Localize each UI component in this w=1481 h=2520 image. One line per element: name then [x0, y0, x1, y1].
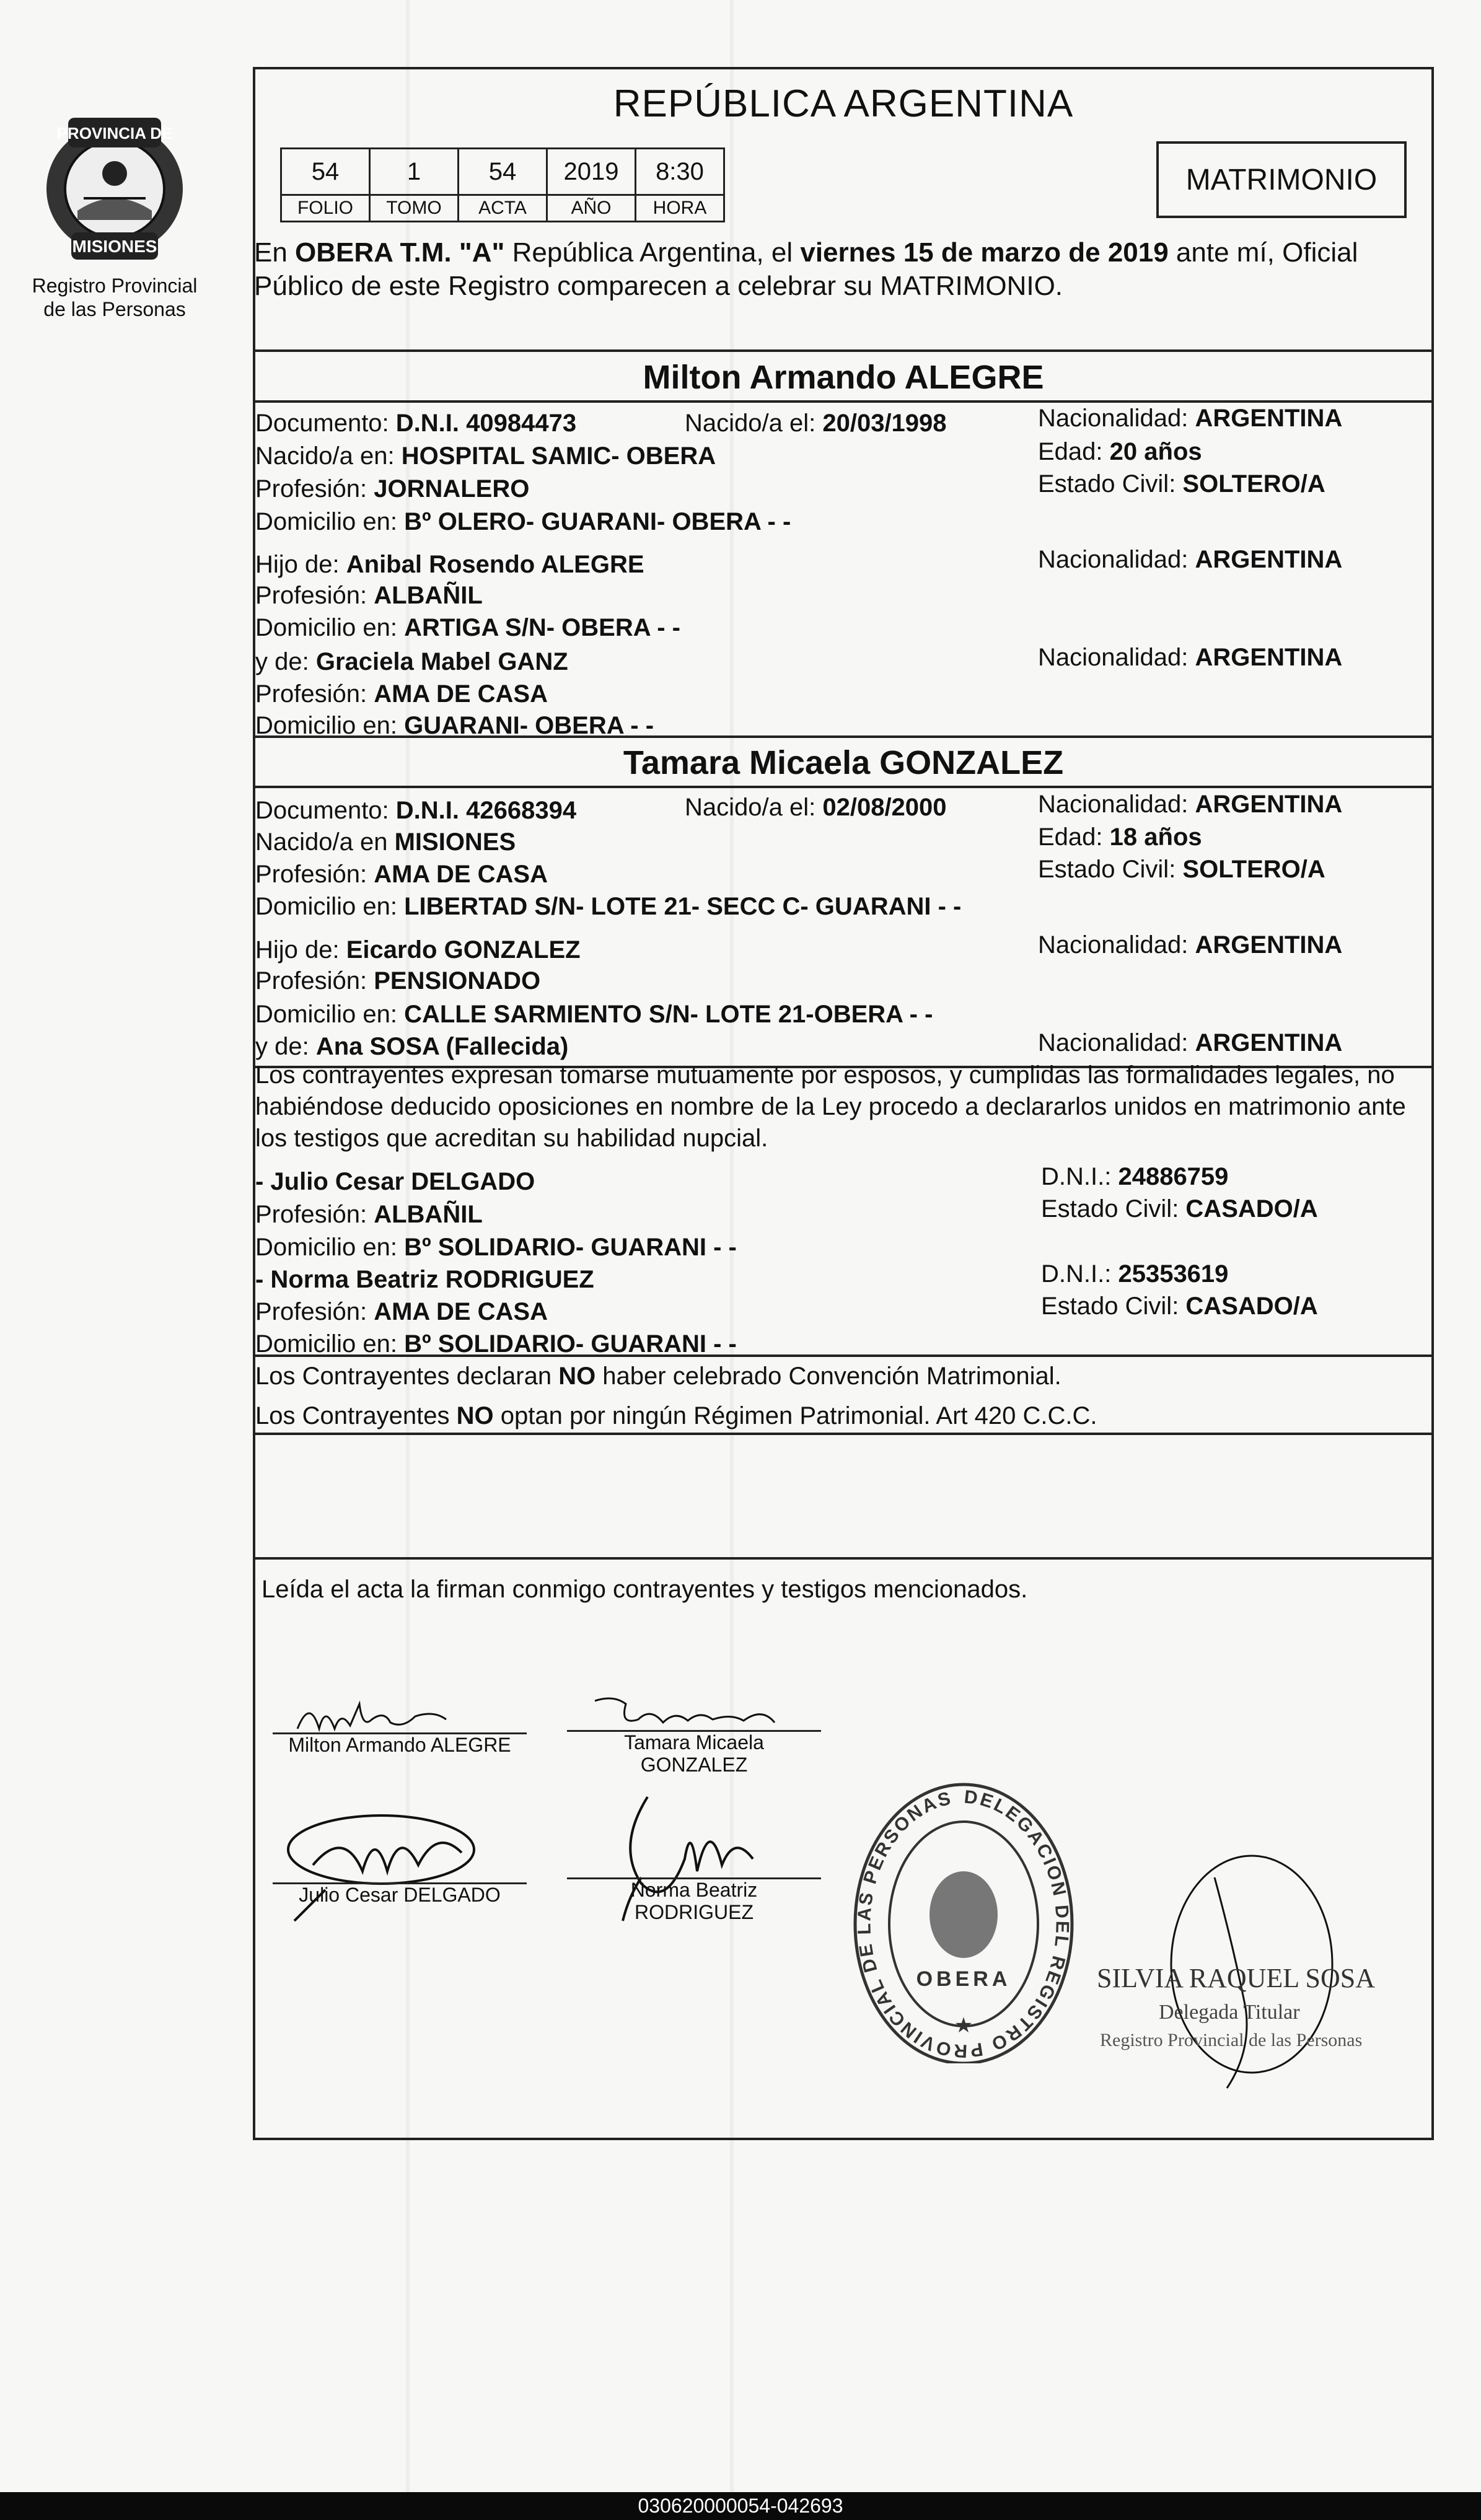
convention-line-2: Los Contrayentes NO optan por ningún Régimen Patrimonial. Art 420 C.C.C.: [255, 1402, 1097, 1429]
witness1-civil-status: Estado Civil: CASADO/A: [1041, 1195, 1318, 1223]
groom-mother-profession: Profesión: AMA DE CASA: [255, 680, 548, 708]
witness2-name: - Norma Beatriz RODRIGUEZ: [255, 1266, 594, 1293]
witness1-signature-caption: Julio Cesar DELGADO: [299, 1884, 501, 1906]
country-title: REPÚBLICA ARGENTINA: [613, 82, 1074, 125]
groom-name: Milton Armando ALEGRE: [643, 359, 1044, 396]
svg-text:PROVINCIA DE: PROVINCIA DE: [56, 124, 173, 143]
witness1-dni: D.N.I.: 24886759: [1041, 1163, 1229, 1190]
bride-document: Documento: D.N.I. 42668394: [255, 797, 577, 824]
declaration-line-1: Los contrayentes expresan tomarse mutuamente por esposos, y cumplidas las formalidades legales, no: [255, 1061, 1395, 1089]
tomo-value: 1: [370, 149, 459, 195]
groom-father-profession: Profesión: ALBAÑIL: [255, 582, 483, 609]
svg-text:DELEGACION DEL REGISTRO PROVIN: DELEGACION DEL REGISTRO PROVINCIAL DE LAS PERSONAS: [854, 1786, 1073, 2061]
bride-nationality: Nacionalidad: ARGENTINA: [1038, 791, 1343, 818]
bride-father-address: Domicilio en: CALLE SARMIENTO S/N- LOTE 21-OBERA - -: [255, 1001, 933, 1028]
official-role: Delegada Titular: [1159, 2001, 1300, 2024]
groom-mother-nationality: Nacionalidad: ARGENTINA: [1038, 644, 1343, 671]
divider: [253, 349, 1434, 352]
witness2-civil-status: Estado Civil: CASADO/A: [1041, 1293, 1318, 1320]
bride-father-profession: Profesión: PENSIONADO: [255, 967, 541, 994]
witness2-signature-caption: Norma Beatriz RODRIGUEZ: [630, 1879, 758, 1923]
acta-label: ACTA: [459, 195, 547, 222]
anio-label: AÑO: [547, 195, 636, 222]
witness1-signature-icon: [276, 1803, 499, 1927]
svg-text:MISIONES: MISIONES: [72, 237, 157, 256]
divider: [253, 400, 1434, 403]
divider: [253, 1433, 1434, 1435]
intro-line-1: En OBERA T.M. "A" República Argentina, el viernes 15 de marzo de 2019 ante mí, Oficial: [254, 237, 1358, 268]
provincia-de-misiones-seal-icon: [34, 105, 195, 266]
groom-civil-status: Estado Civil: SOLTERO/A: [1038, 470, 1325, 498]
registry-caption: Registro Provincial de las Personas: [32, 274, 198, 320]
groom-age: Edad: 20 años: [1038, 438, 1202, 465]
bride-civil-status: Estado Civil: SOLTERO/A: [1038, 856, 1325, 883]
bride-age: Edad: 18 años: [1038, 823, 1202, 851]
bride-mother-nationality: Nacionalidad: ARGENTINA: [1038, 1029, 1343, 1056]
convention-line-1: Los Contrayentes declaran NO haber celebrado Convención Matrimonial.: [255, 1363, 1061, 1390]
groom-mother: y de: Graciela Mabel GANZ: [255, 648, 568, 675]
official-name: SILVIA RAQUEL SOSA: [1097, 1963, 1376, 1993]
declaration-line-2: habiéndose deducido oposiciones en nombre de la Ley procedo a declararlos unidos en matrimonio ante: [255, 1093, 1406, 1120]
witness2-profession: Profesión: AMA DE CASA: [255, 1298, 548, 1325]
bride-father: Hijo de: Eicardo GONZALEZ: [255, 936, 581, 964]
bride-birthdate: Nacido/a el: 02/08/2000: [685, 794, 947, 821]
hora-value: 8:30: [636, 149, 724, 195]
bride-mother: y de: Ana SOSA (Fallecida): [255, 1033, 569, 1060]
witness1-address: Domicilio en: Bº SOLIDARIO- GUARANI - -: [255, 1234, 737, 1261]
act-type-box: MATRIMONIO: [1156, 141, 1407, 218]
groom-address: Domicilio en: Bº OLERO- GUARANI- OBERA - -: [255, 508, 791, 535]
groom-birthdate: Nacido/a el: 20/03/1998: [685, 410, 947, 437]
groom-father: Hijo de: Anibal Rosendo ALEGRE: [255, 551, 644, 578]
groom-nationality: Nacionalidad: ARGENTINA: [1038, 405, 1343, 432]
official-organization: Registro Provincial de las Personas: [1100, 2030, 1363, 2050]
document-code-bar: 030620000054-042693: [0, 2492, 1481, 2520]
groom-father-address: Domicilio en: ARTIGA S/N- OBERA - -: [255, 614, 680, 641]
groom-document: Documento: D.N.I. 40984473: [255, 410, 577, 437]
bride-father-nationality: Nacionalidad: ARGENTINA: [1038, 931, 1343, 959]
bride-signature-caption: Tamara Micaela GONZALEZ: [624, 1731, 764, 1776]
closing-statement: Leída el acta la firman conmigo contrayentes y testigos mencionados.: [261, 1576, 1028, 1603]
groom-birthplace: Nacido/a en: HOSPITAL SAMIC- OBERA: [255, 442, 716, 470]
hora-label: HORA: [636, 195, 724, 222]
folio-value: 54: [281, 149, 370, 195]
witness2-dni: D.N.I.: 25353619: [1041, 1260, 1229, 1288]
tomo-label: TOMO: [370, 195, 459, 222]
divider: [253, 786, 1434, 788]
folio-label: FOLIO: [281, 195, 370, 222]
groom-father-nationality: Nacionalidad: ARGENTINA: [1038, 546, 1343, 573]
groom-profession: Profesión: JORNALERO: [255, 475, 530, 503]
svg-text:★: ★: [954, 2014, 973, 2037]
acta-value: 54: [459, 149, 547, 195]
registry-stamp-icon: [849, 1772, 1078, 2063]
groom-mother-address: Domicilio en: GUARANI- OBERA - -: [255, 712, 654, 739]
declaration-line-3: los testigos que acreditan su habilidad nupcial.: [255, 1125, 768, 1152]
divider: [253, 1557, 1434, 1560]
intro-line-2: Público de este Registro comparecen a celebrar su MATRIMONIO.: [254, 271, 1063, 301]
svg-text:OBERA: OBERA: [916, 1967, 1011, 1991]
folio-table: [280, 147, 725, 222]
anio-value: 2019: [547, 149, 636, 195]
witness1-profession: Profesión: ALBAÑIL: [255, 1201, 483, 1228]
bride-address: Domicilio en: LIBERTAD S/N- LOTE 21- SECC C- GUARANI - -: [255, 893, 962, 920]
bride-name: Tamara Micaela GONZALEZ: [623, 744, 1064, 781]
groom-signature-caption: Milton Armando ALEGRE: [288, 1734, 511, 1756]
witness1-name: - Julio Cesar DELGADO: [255, 1168, 535, 1195]
bride-profession: Profesión: AMA DE CASA: [255, 861, 548, 888]
bride-birthplace: Nacido/a en MISIONES: [255, 828, 516, 856]
witness2-address: Domicilio en: Bº SOLIDARIO- GUARANI - -: [255, 1330, 737, 1358]
